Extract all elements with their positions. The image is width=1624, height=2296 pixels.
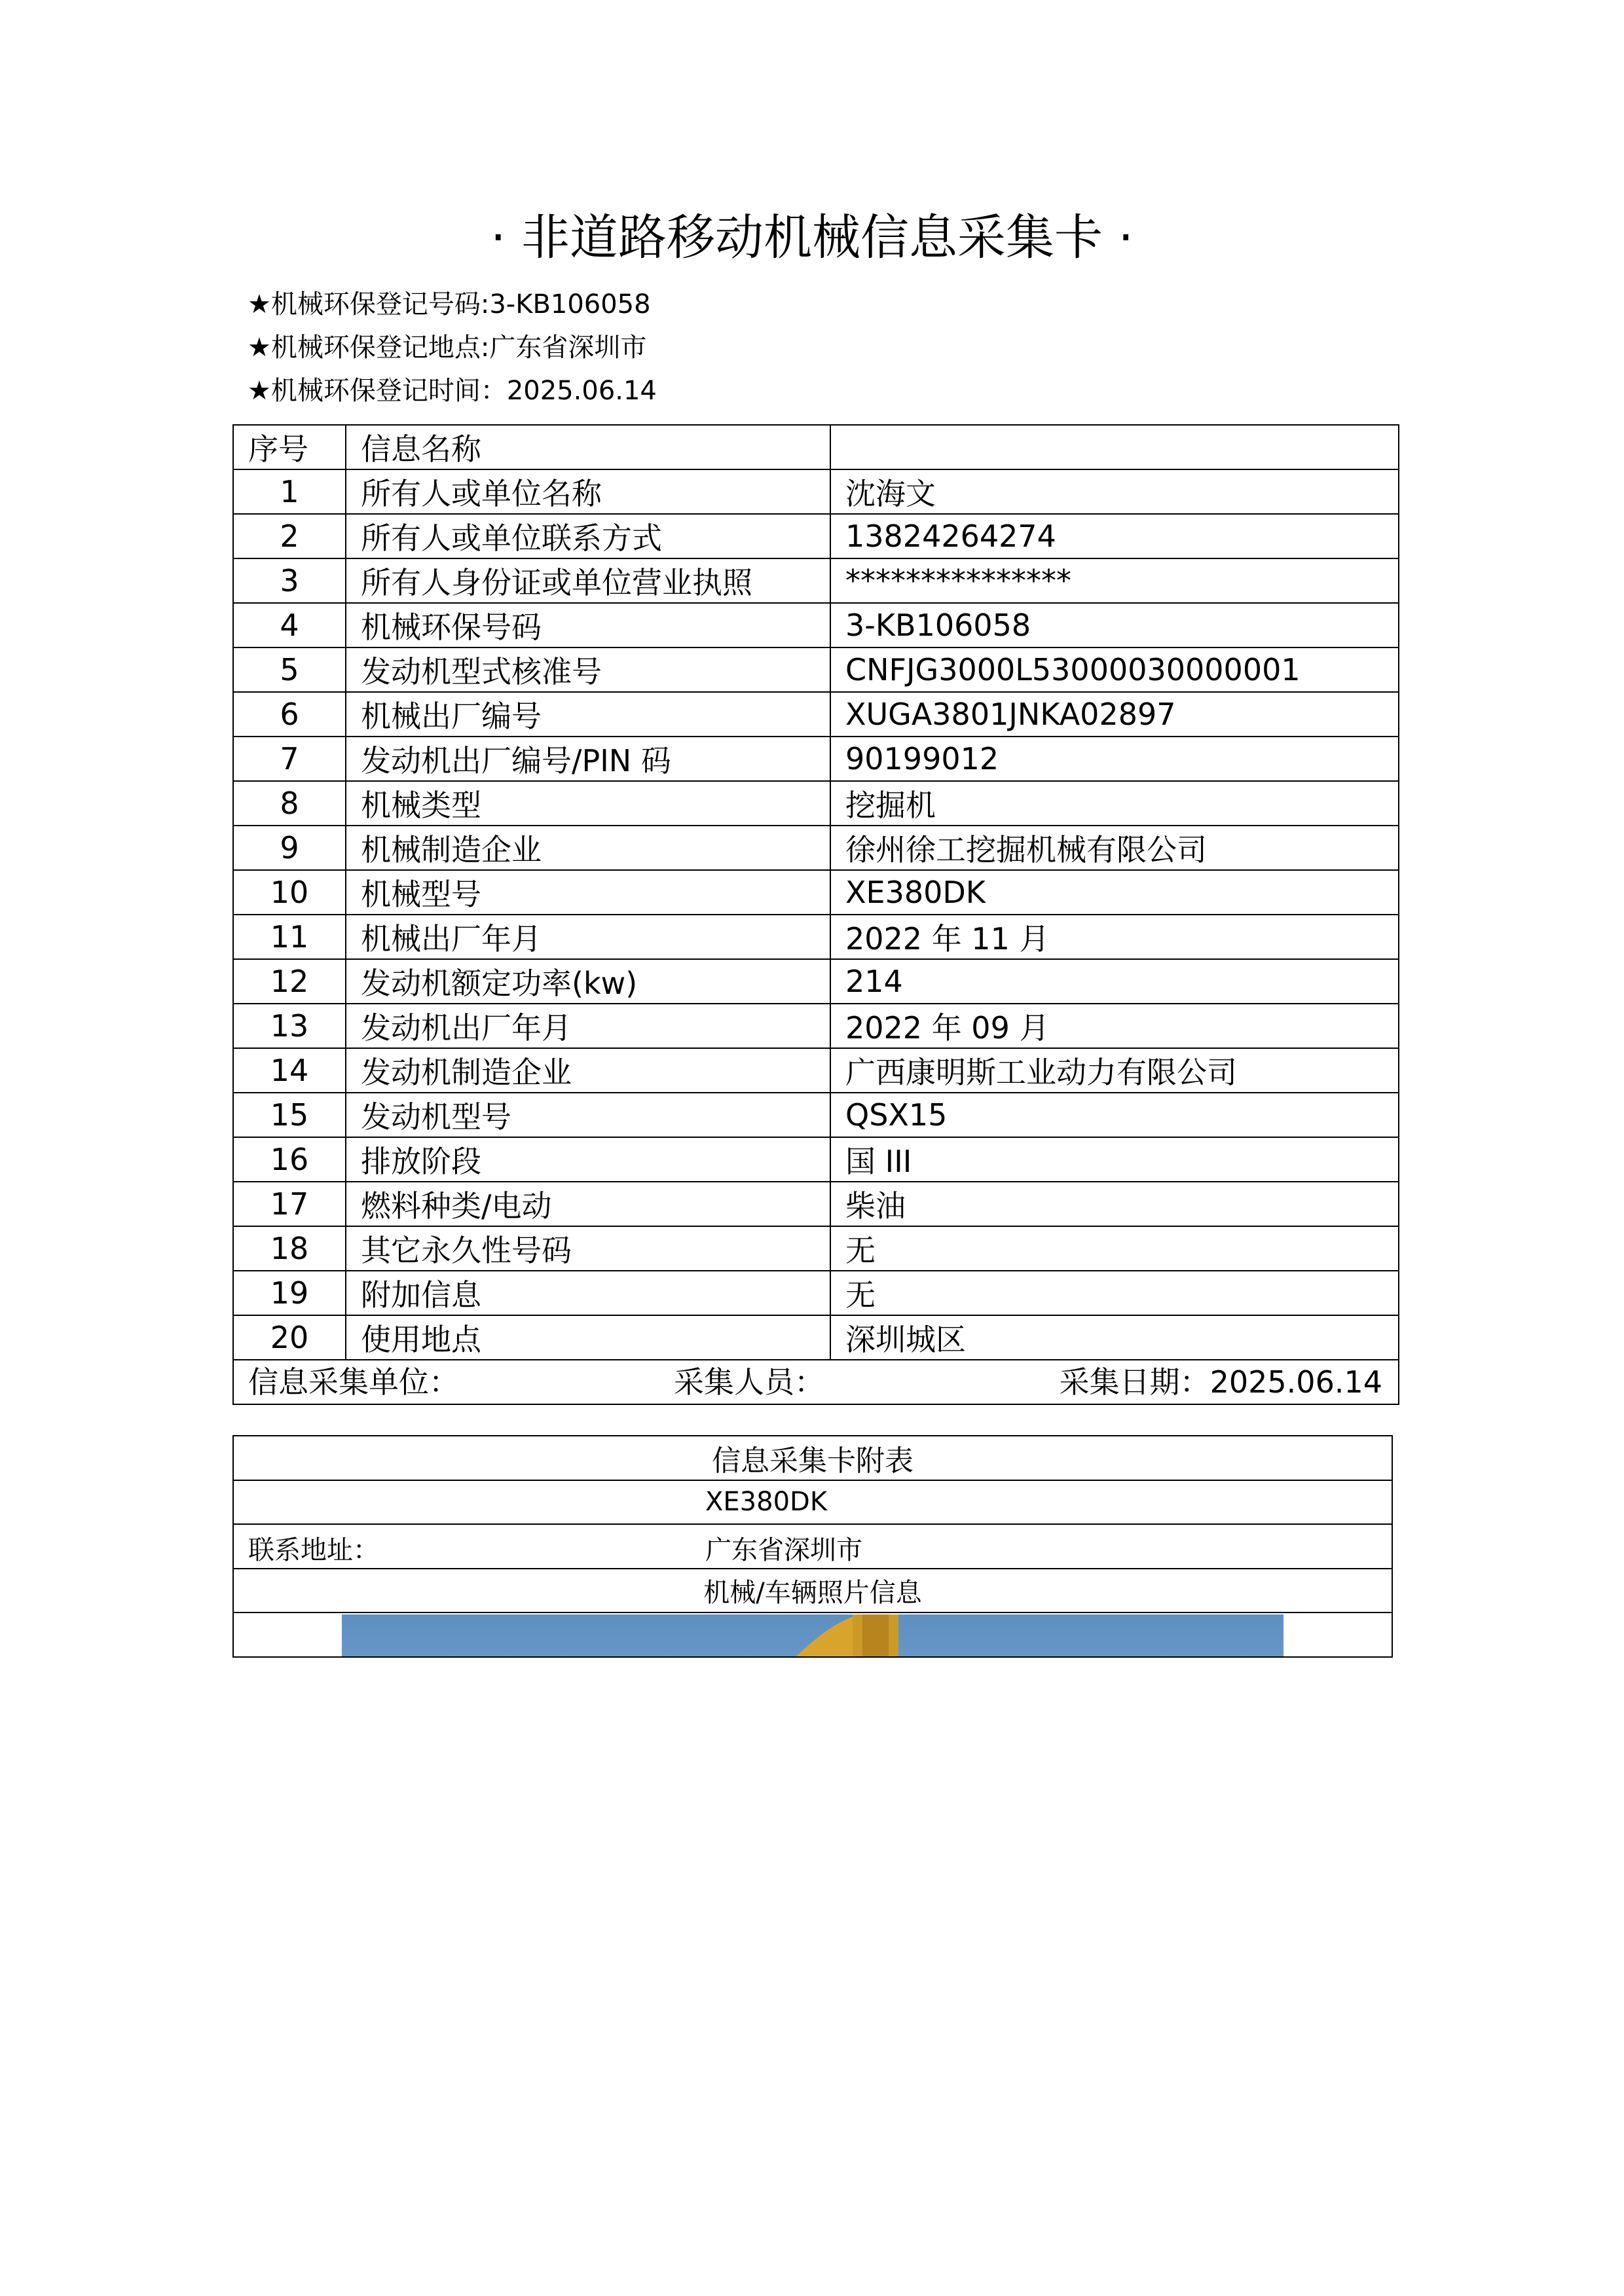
row-name: 发动机型式核准号 [346,647,830,692]
table-row [233,826,1399,870]
annex-address-label: 联系地址： [248,1535,379,1566]
row-value: 214 [830,959,1399,1004]
annex-address-cell [233,1524,1392,1569]
row-seq: 16 [233,1137,346,1182]
row-seq: 18 [233,1226,346,1271]
row-seq: 5 [233,647,346,692]
row-value: 徐州徐工挖掘机械有限公司 [830,826,1399,870]
row-value: CNFJG3000L53000030000001 [830,647,1399,692]
registration-number: ★机械环保登记号码:3-KB106058 [248,289,651,319]
table-row [233,1271,1399,1315]
row-seq: 20 [233,1315,346,1360]
row-seq: 3 [233,558,346,603]
annex-address-value: 广东省深圳市 [705,1535,862,1566]
row-value: 国 III [830,1137,1399,1182]
table-row [233,514,1399,558]
header-seq: 序号 [233,425,346,469]
table-row [233,1004,1399,1048]
row-name: 机械型号 [346,870,830,915]
table-row [233,870,1399,915]
row-name: 发动机出厂年月 [346,1004,830,1048]
row-name: 其它永久性号码 [346,1226,830,1271]
header-value [830,425,1399,469]
excavator: XCMG [342,1614,1016,1657]
registration-time: ★机械环保登记时间：2025.06.14 [248,376,657,406]
registration-place: ★机械环保登记地点:广东省深圳市 [248,333,647,363]
table-row [233,469,1399,514]
row-name: 机械环保号码 [346,603,830,647]
row-name: 机械类型 [346,781,830,826]
row-value: 无 [830,1226,1399,1271]
row-seq: 13 [233,1004,346,1048]
table-row [233,1137,1399,1182]
row-seq: 1 [233,469,346,514]
row-name: 发动机制造企业 [346,1048,830,1093]
row-name: 所有人身份证或单位营业执照 [346,558,830,603]
row-value: 90199012 [830,737,1399,781]
row-seq: 2 [233,514,346,558]
table-row [233,915,1399,959]
row-value: 广西康明斯工业动力有限公司 [830,1048,1399,1093]
row-value: 2022 年 11 月 [830,915,1399,959]
table-row [233,558,1399,603]
table-footer-row [233,1360,1399,1404]
table-row [233,647,1399,692]
row-seq: 14 [233,1048,346,1093]
row-value: XE380DK [830,870,1399,915]
photo-cell [233,1613,1392,1731]
annex-table [232,1435,1393,1731]
annex-model: XE380DK [233,1480,1392,1525]
row-value: 无 [830,1271,1399,1315]
row-seq: 10 [233,870,346,915]
row-name: 机械制造企业 [346,826,830,870]
row-seq: 11 [233,915,346,959]
table-row [233,737,1399,781]
row-name: 所有人或单位联系方式 [346,514,830,558]
row-name: 发动机额定功率(kw) [346,959,830,1004]
row-name: 燃料种类/电动 [346,1182,830,1226]
row-name: 发动机出厂编号/PIN 码 [346,737,830,781]
table-row [233,1226,1399,1271]
annex-photo-header: 机械/车辆照片信息 [233,1569,1392,1613]
table-row [233,1182,1399,1226]
row-name: 发动机型号 [346,1093,830,1137]
table-row [233,959,1399,1004]
table-row [233,1315,1399,1360]
annex-title: 信息采集卡附表 [233,1436,1392,1480]
row-value: XUGA3801JNKA02897 [830,692,1399,737]
page-title: · 非道路移动机械信息采集卡 · [490,210,1134,266]
table-row [233,692,1399,737]
header-name: 信息名称 [346,425,830,469]
row-name: 机械出厂年月 [346,915,830,959]
excavator-photo [342,1614,1283,1731]
row-value: 沈海文 [830,469,1399,514]
table-row [233,1048,1399,1093]
row-value: 柴油 [830,1182,1399,1226]
row-value: QSX15 [830,1093,1399,1137]
table-row [233,781,1399,826]
row-name: 使用地点 [346,1315,830,1360]
row-seq: 6 [233,692,346,737]
row-value: 3-KB106058 [830,603,1399,647]
table-row [233,1093,1399,1137]
info-table [232,424,1399,1405]
footer-unit: 信息采集单位： [248,1364,459,1400]
row-value: *************** [830,558,1399,603]
row-seq: 15 [233,1093,346,1137]
footer-cell [233,1360,1399,1404]
row-seq: 19 [233,1271,346,1315]
row-seq: 9 [233,826,346,870]
row-seq: 12 [233,959,346,1004]
row-name: 排放阶段 [346,1137,830,1182]
row-value: 13824264274 [830,514,1399,558]
row-name: 所有人或单位名称 [346,469,830,514]
table-header-row [233,425,1399,469]
footer-date: 采集日期：2025.06.14 [1059,1364,1382,1400]
table-row [233,603,1399,647]
row-seq: 8 [233,781,346,826]
footer-collector: 采集人员： [674,1364,824,1400]
row-name: 机械出厂编号 [346,692,830,737]
row-seq: 4 [233,603,346,647]
row-name: 附加信息 [346,1271,830,1315]
row-value: 挖掘机 [830,781,1399,826]
row-value: 深圳城区 [830,1315,1399,1360]
row-seq: 17 [233,1182,346,1226]
row-seq: 7 [233,737,346,781]
row-value: 2022 年 09 月 [830,1004,1399,1048]
